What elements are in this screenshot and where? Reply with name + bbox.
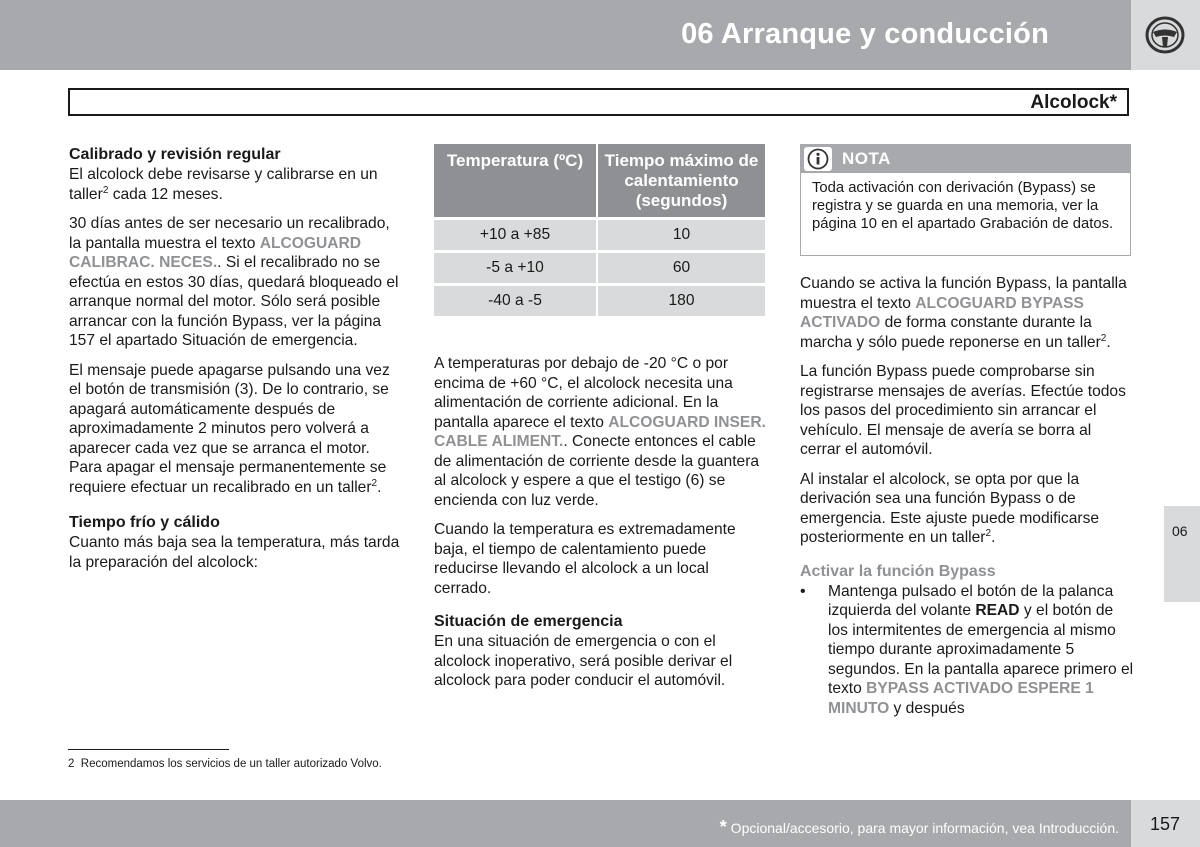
table-header: Tiempo máximo de calentamiento (segundos) — [597, 144, 765, 219]
footer-band — [0, 800, 1131, 847]
heading-situacion: Situación de emergencia — [434, 613, 623, 630]
note-text: Toda activación con derivación (Bypass) se registra y se guarda en una memoria, ver la página 10 en el apartado Grabación de datos. — [812, 180, 1114, 232]
table-row — [434, 285, 765, 317]
text: El alcolock debe revisarse y calibrarse en un taller — [69, 166, 378, 203]
text: Cuando se activa la función Bypass, la pantalla muestra el texto — [800, 275, 1127, 312]
table-header: Temperatura (ºC) — [434, 144, 597, 219]
display-message: ALCOGUARD BYPASS ACTIVADO — [800, 294, 1084, 331]
paragraph — [69, 361, 404, 498]
table-header-row — [434, 144, 765, 219]
footnote-ref: 2 — [371, 477, 378, 489]
button-name: READ — [975, 602, 1020, 619]
section-bar — [68, 88, 1129, 116]
footer-note — [720, 817, 1119, 838]
table-cell: 60 — [597, 252, 765, 285]
info-icon — [803, 146, 833, 172]
display-message: BYPASS ACTIVADO ESPERE 1 MINUTO — [828, 680, 1094, 717]
note-box — [800, 144, 1131, 256]
text: y el botón de los intermitentes de emergencia al mismo tiempo durante aproximadamente 5 segundos. En la pantalla aparece primero el texto — [828, 602, 1134, 697]
text: El mensaje puede apagarse pulsando una vez el botón de transmisión (3). De lo contrario, se apagará automáticamente después de aproximadamente 2 minutos pero volverá a aparecer cada vez que se arranca el motor. Para apagar el mensaje permanentemente se requiere efectuar un recalibrado en un taller — [69, 361, 390, 496]
text: . Si el recalibrado no se efectúa en estos 30 días, quedará bloqueado el arranque normal del motor. Sólo será posible arrancar con la función Bypass, ver la página 157 el apartado Situación de emergencia. — [69, 254, 399, 349]
table-row — [434, 219, 765, 252]
text: A temperaturas por debajo de -20 °C o por encima de +60 °C, el alcolock necesita una alimentación de corriente adicional. En la pantalla aparece el texto — [434, 355, 733, 431]
column-right — [800, 274, 1135, 718]
note-label: NOTA — [842, 149, 891, 168]
chapter-side-tab — [1164, 506, 1200, 602]
page-number: 157 — [1150, 814, 1181, 834]
table-cell: 10 — [597, 219, 765, 252]
steering-wheel-icon — [1144, 15, 1186, 55]
footer-text: Opcional/accesorio, para mayor información, vea Introducción. — [726, 820, 1119, 836]
section-title: Alcolock* — [1030, 92, 1117, 113]
paragraph: En una situación de emergencia o con el alcolock inoperativo, será posible derivar el alcolock para poder conducir el automóvil. — [434, 633, 733, 689]
note-header — [801, 145, 1130, 173]
display-message: ALCOGUARD INSER. CABLE ALIMENT. — [434, 413, 766, 450]
paragraph — [69, 165, 404, 204]
heading-activar: Activar la función Bypass — [800, 562, 996, 580]
display-message: ALCOGUARD CALIBRAC. NECES. — [69, 234, 362, 271]
table-row — [434, 252, 765, 285]
text: . — [1106, 333, 1111, 351]
footnote-text: Recomendamos los servicios de un taller autorizado Volvo. — [80, 758, 382, 770]
footnote-ref: 2 — [1100, 332, 1107, 344]
table-cell: -5 a +10 — [434, 252, 597, 285]
text: y después — [889, 699, 965, 717]
text: . — [377, 478, 382, 496]
paragraph: Cuando la temperatura es extremadamente baja, el tiempo de calentamiento puede reducirse llevando el alcolock a un local cerrado. — [434, 521, 736, 597]
paragraph: La función Bypass puede comprobarse sin registrarse mensajes de averías. Efectúe todos los pasos del procedimiento sin arrancar el vehículo. El mensaje de avería se borra al cerrar el automóvil. — [800, 363, 1126, 458]
paragraph — [800, 274, 1135, 352]
chapter-title: 06 Arranque y conducción — [681, 18, 1049, 50]
text: de forma constante durante la marcha y sólo puede reponerse en un taller — [800, 314, 1101, 351]
text: 30 días antes de ser necesario un recalibrado, la pantalla muestra el texto — [69, 215, 390, 252]
text: . — [991, 529, 996, 546]
header-band — [0, 0, 1131, 70]
paragraph — [434, 354, 769, 510]
paragraph — [800, 470, 1135, 548]
column-left — [69, 145, 404, 582]
bypass-steps — [800, 582, 1135, 719]
side-tab-label: 06 — [1172, 523, 1188, 539]
column-middle — [434, 354, 769, 701]
heading-tiempo: Tiempo frío y cálido — [69, 514, 220, 531]
footnote — [68, 758, 382, 770]
text: Al instalar el alcolock, se opta por que la derivación sea una función Bypass o de emergencia. Este ajuste puede modificarse posteriormente en un taller — [800, 470, 1100, 546]
page-number-box — [1131, 800, 1200, 847]
footnote-number: 2 — [68, 758, 75, 770]
heading-calibrado: Calibrado y revisión regular — [69, 146, 281, 163]
table-cell: 180 — [597, 285, 765, 317]
table-cell: +10 a +85 — [434, 219, 597, 252]
paragraph — [69, 214, 404, 351]
footnote-ref: 2 — [985, 527, 992, 539]
footnote-divider — [68, 749, 229, 750]
footnote-ref: 2 — [102, 184, 109, 196]
text: . Conecte entonces el cable de alimentación de corriente desde la guantera al alcolock y espere a que el testigo (6) se encienda con luz verde. — [434, 433, 760, 509]
text: cada 12 meses. — [108, 185, 223, 203]
list-item — [800, 582, 1135, 719]
asterisk: * — [719, 817, 727, 837]
table-cell: -40 a -5 — [434, 285, 597, 317]
chapter-icon-box — [1131, 0, 1200, 70]
warmup-table — [434, 144, 765, 316]
paragraph: Cuanto más baja sea la temperatura, más tarda la preparación del alcolock: — [69, 534, 400, 571]
text: Mantenga pulsado el botón de la palanca izquierda del volante — [828, 582, 1114, 619]
